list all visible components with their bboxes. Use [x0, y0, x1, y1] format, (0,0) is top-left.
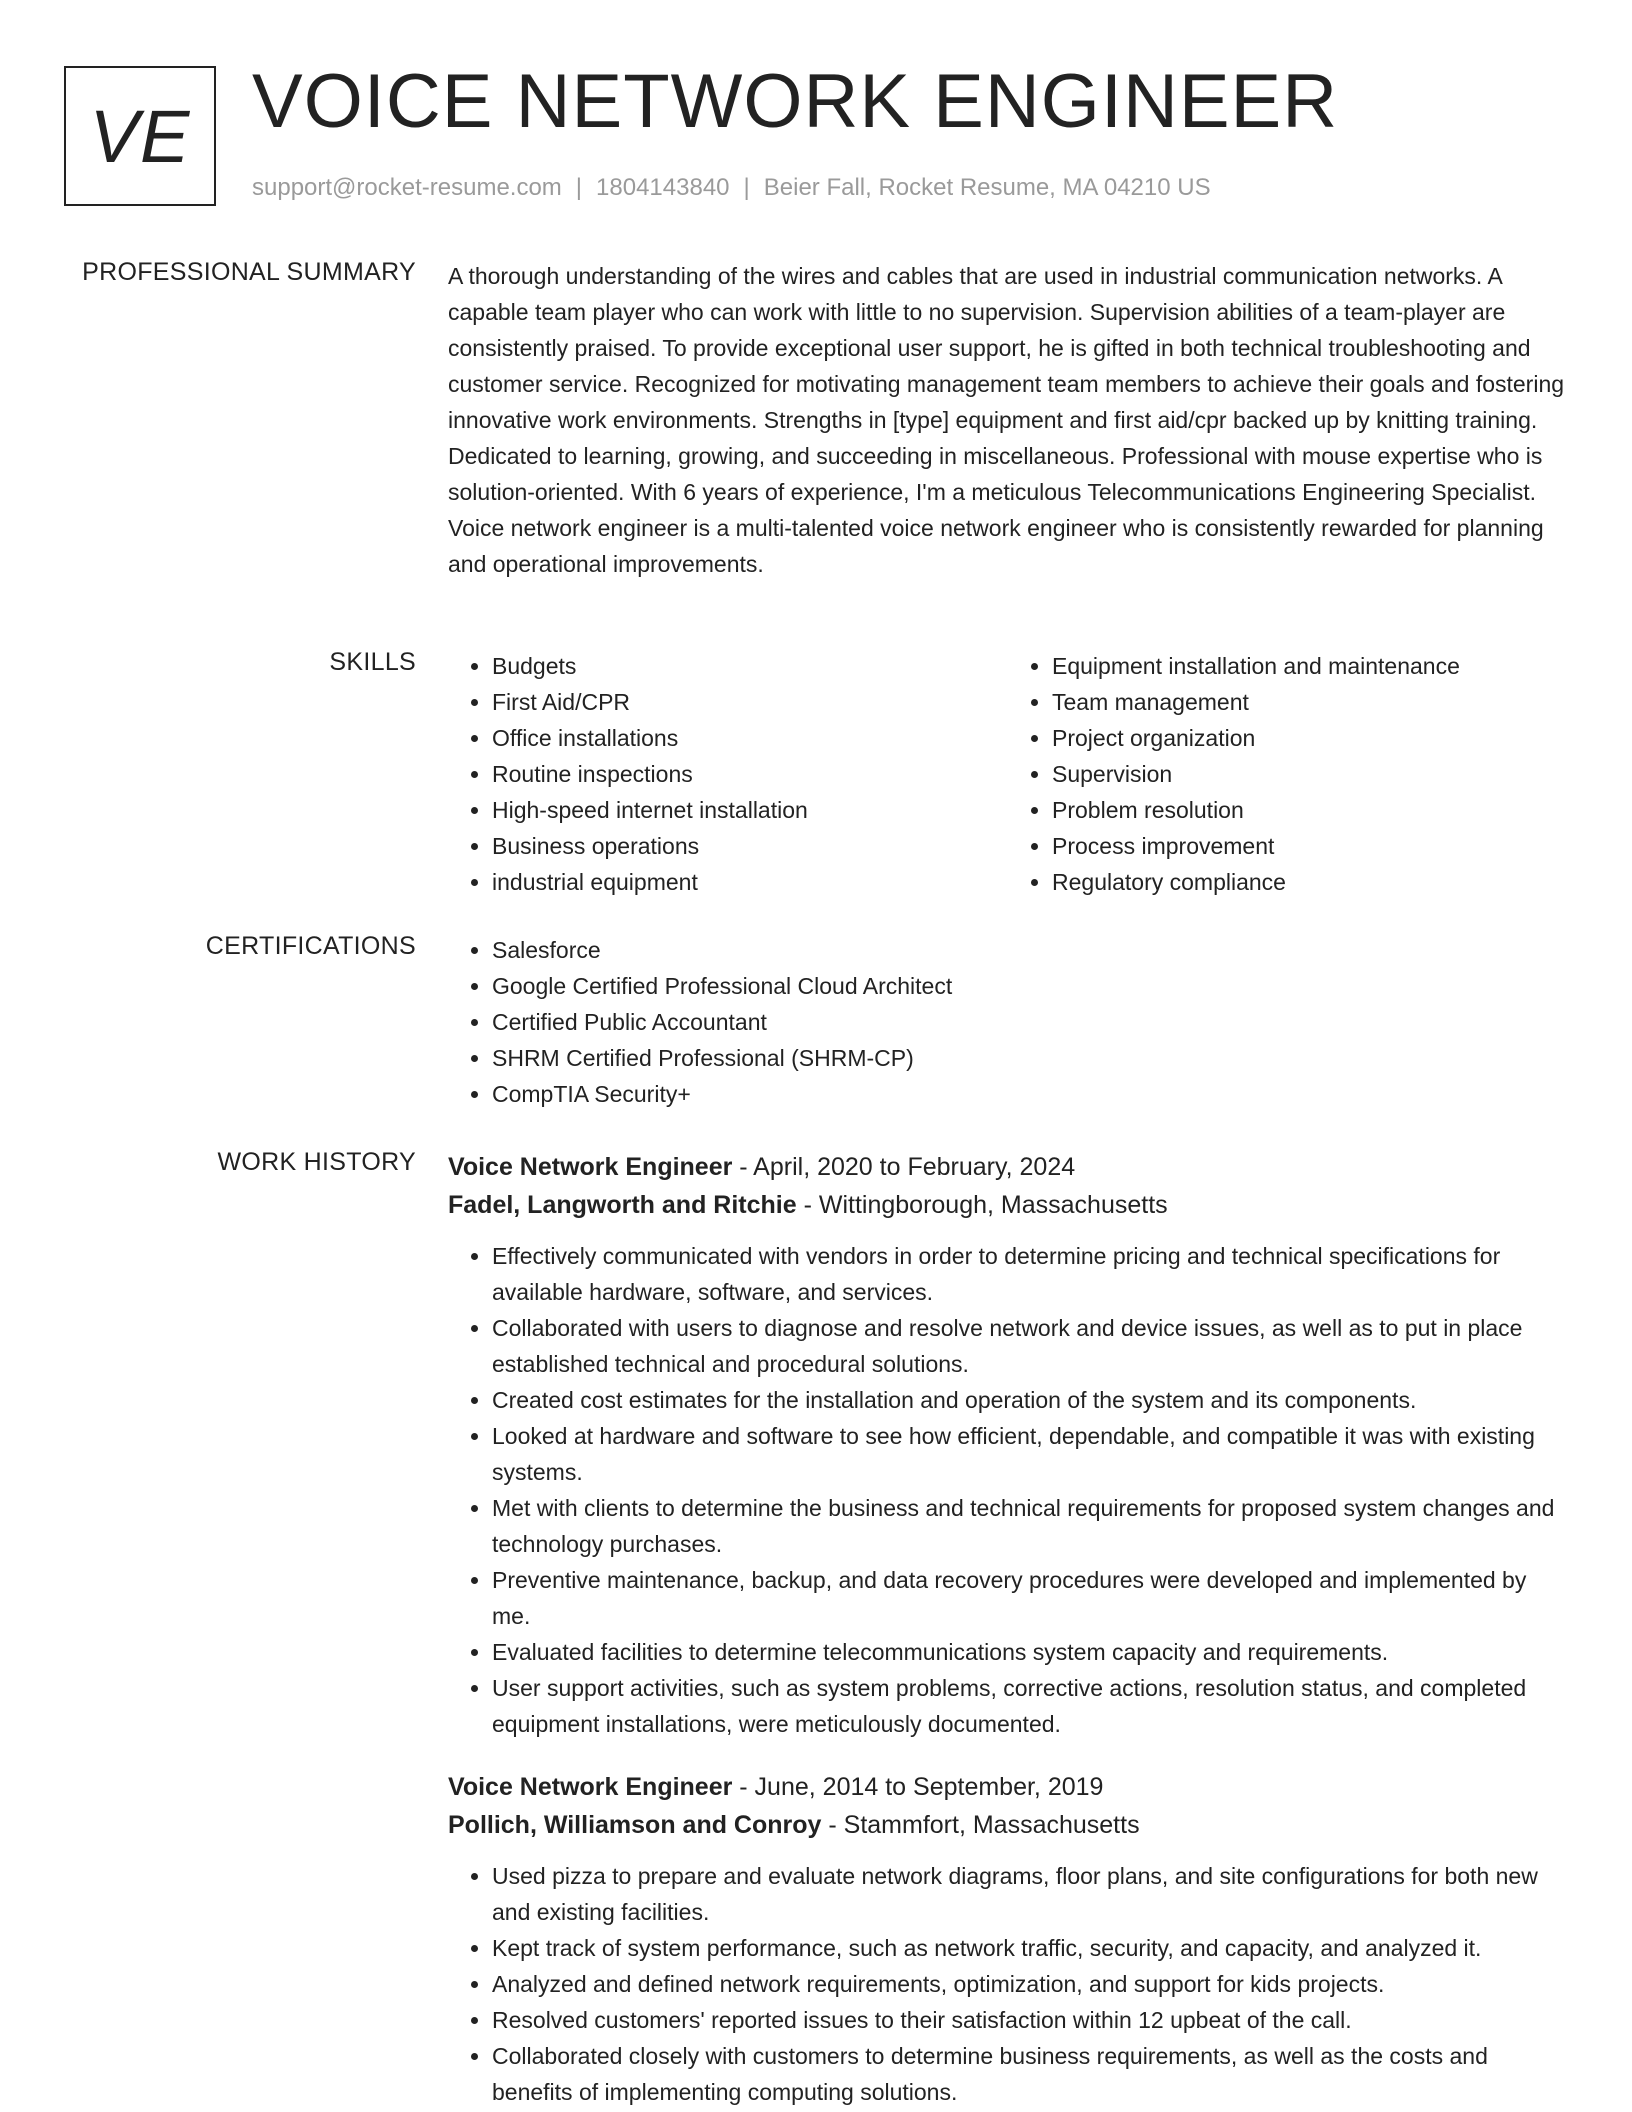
job-bullet: • Met with clients to determine the business and technical requirements for proposed system changes and technology purchases. [492, 1490, 1568, 1562]
work-history-body [448, 1148, 1568, 2110]
job-bullet: • Collaborated closely with customers to determine business requirements, as well as the costs and benefits of implementing computing solutions. [492, 2038, 1568, 2110]
job-company: Pollich, Williamson and Conroy [448, 1811, 822, 1839]
skill-item: • Routine inspections [492, 756, 1008, 792]
job-bullet: • Used pizza to prepare and evaluate network diagrams, floor plans, and site configurations for both new and existing facilities. [492, 1858, 1568, 1930]
job-bullet: • Looked at hardware and software to see how efficient, dependable, and compatible it was with existing systems. [492, 1418, 1568, 1490]
skill-item: • Office installations [492, 720, 1008, 756]
job-bullet: • Collaborated with users to diagnose and resolve network and device issues, as well as to put in place established technical and procedural solutions. [492, 1310, 1568, 1382]
contact-separator: | [743, 174, 750, 201]
job-entry [448, 1768, 1568, 2110]
skill-item: • Process improvement [1052, 828, 1568, 864]
contact-phone[interactable]: 1804143840 [596, 174, 730, 201]
skill-item: • Business operations [492, 828, 1008, 864]
skill-item: • Supervision [1052, 756, 1568, 792]
job-company: Fadel, Langworth and Ritchie [448, 1191, 797, 1219]
certification-item: • CompTIA Security+ [492, 1076, 1568, 1112]
contact-email[interactable]: support@rocket-resume.com [252, 174, 562, 201]
skill-item: • High-speed internet installation [492, 792, 1008, 828]
skill-item: • Team management [1052, 684, 1568, 720]
job-dates: - April, 2020 to February, 2024 [732, 1153, 1076, 1181]
skills-grid [448, 648, 1568, 900]
job-bullet: • Evaluated facilities to determine telecommunications system capacity and requirements. [492, 1634, 1568, 1670]
job-location: - Wittingborough, Massachusetts [796, 1191, 1168, 1219]
job-location: - Stammfort, Massachusetts [821, 1811, 1140, 1839]
job-bullets [448, 1858, 1568, 2110]
resume-title: VOICE NETWORK ENGINEER [252, 59, 1339, 144]
job-title: Voice Network Engineer [448, 1153, 733, 1181]
section-heading-skills: SKILLS [329, 648, 416, 676]
job-bullets [448, 1238, 1568, 1742]
skill-item: • First Aid/CPR [492, 684, 1008, 720]
skill-item: • Project organization [1052, 720, 1568, 756]
skill-item: • Problem resolution [1052, 792, 1568, 828]
job-bullet: • User support activities, such as system problems, corrective actions, resolution status, and completed equipment installations, were meticulously documented. [492, 1670, 1568, 1742]
job-bullet: • Created cost estimates for the installation and operation of the system and its components. [492, 1382, 1568, 1418]
monogram-logo: VE [64, 66, 216, 206]
certifications-list [448, 932, 1568, 1112]
contact-separator: | [575, 174, 583, 201]
job-bullet: • Preventive maintenance, backup, and data recovery procedures were developed and implemented by me. [492, 1562, 1568, 1634]
skill-item: • Regulatory compliance [1052, 864, 1568, 900]
skill-item: • industrial equipment [492, 864, 1008, 900]
job-dates: - June, 2014 to September, 2019 [732, 1773, 1104, 1801]
job-bullet: • Effectively communicated with vendors in order to determine pricing and technical specifications for available hardware, software, and services. [492, 1238, 1568, 1310]
summary-text: A thorough understanding of the wires and cables that are used in industrial communication networks. A capable team player who can work with little to no supervision. Supervision abilities of a team-player are consistently praised. To provide exceptional user support, he is gifted in both technical troubleshooting and customer service. Recognized for motivating management team members to achieve their goals and fostering innovative work environments. Strengths in [type] equipment and first aid/cpr backed up by knitting training. Dedicated to learning, growing, and succeeding in miscellaneous. Professional with mouse expertise who is solution-oriented. With 6 years of experience, I'm a meticulous Telecommunications Engineering Specialist. Voice network engineer is a multi-talented voice network engineer who is consistently rewarded for planning and operational improvements. [448, 263, 1565, 577]
section-heading-summary: PROFESSIONAL SUMMARY [82, 258, 416, 286]
certification-item: • Google Certified Professional Cloud Architect [492, 968, 1568, 1004]
job-title: Voice Network Engineer [448, 1773, 733, 1801]
skill-item: • Budgets [492, 648, 1008, 684]
job-entry [448, 1148, 1568, 1742]
certification-item: • Salesforce [492, 932, 1568, 968]
certifications-body [448, 932, 1568, 1112]
contact-line [252, 174, 1211, 202]
skill-item: • Equipment installation and maintenance [1052, 648, 1568, 684]
job-company-line [448, 1806, 1568, 1844]
job-company-line [448, 1186, 1568, 1224]
certification-item: • SHRM Certified Professional (SHRM-CP) [492, 1040, 1568, 1076]
section-heading-certifications: CERTIFICATIONS [205, 932, 416, 960]
contact-address: Beier Fall, Rocket Resume, MA 04210 US [763, 174, 1211, 201]
job-bullet: • Resolved customers' reported issues to their satisfaction within 12 upbeat of the call. [492, 2002, 1568, 2038]
section-heading-work-history: WORK HISTORY [217, 1148, 416, 1176]
job-title-line [448, 1768, 1568, 1806]
skills-column-2 [1008, 648, 1568, 900]
certification-item: • Certified Public Accountant [492, 1004, 1568, 1040]
job-bullet: • Analyzed and defined network requirements, optimization, and support for kids projects. [492, 1966, 1568, 2002]
job-bullet: • Kept track of system performance, such as network traffic, security, and capacity, and analyzed it. [492, 1930, 1568, 1966]
job-title-line [448, 1148, 1568, 1186]
skills-column-1 [448, 648, 1008, 900]
